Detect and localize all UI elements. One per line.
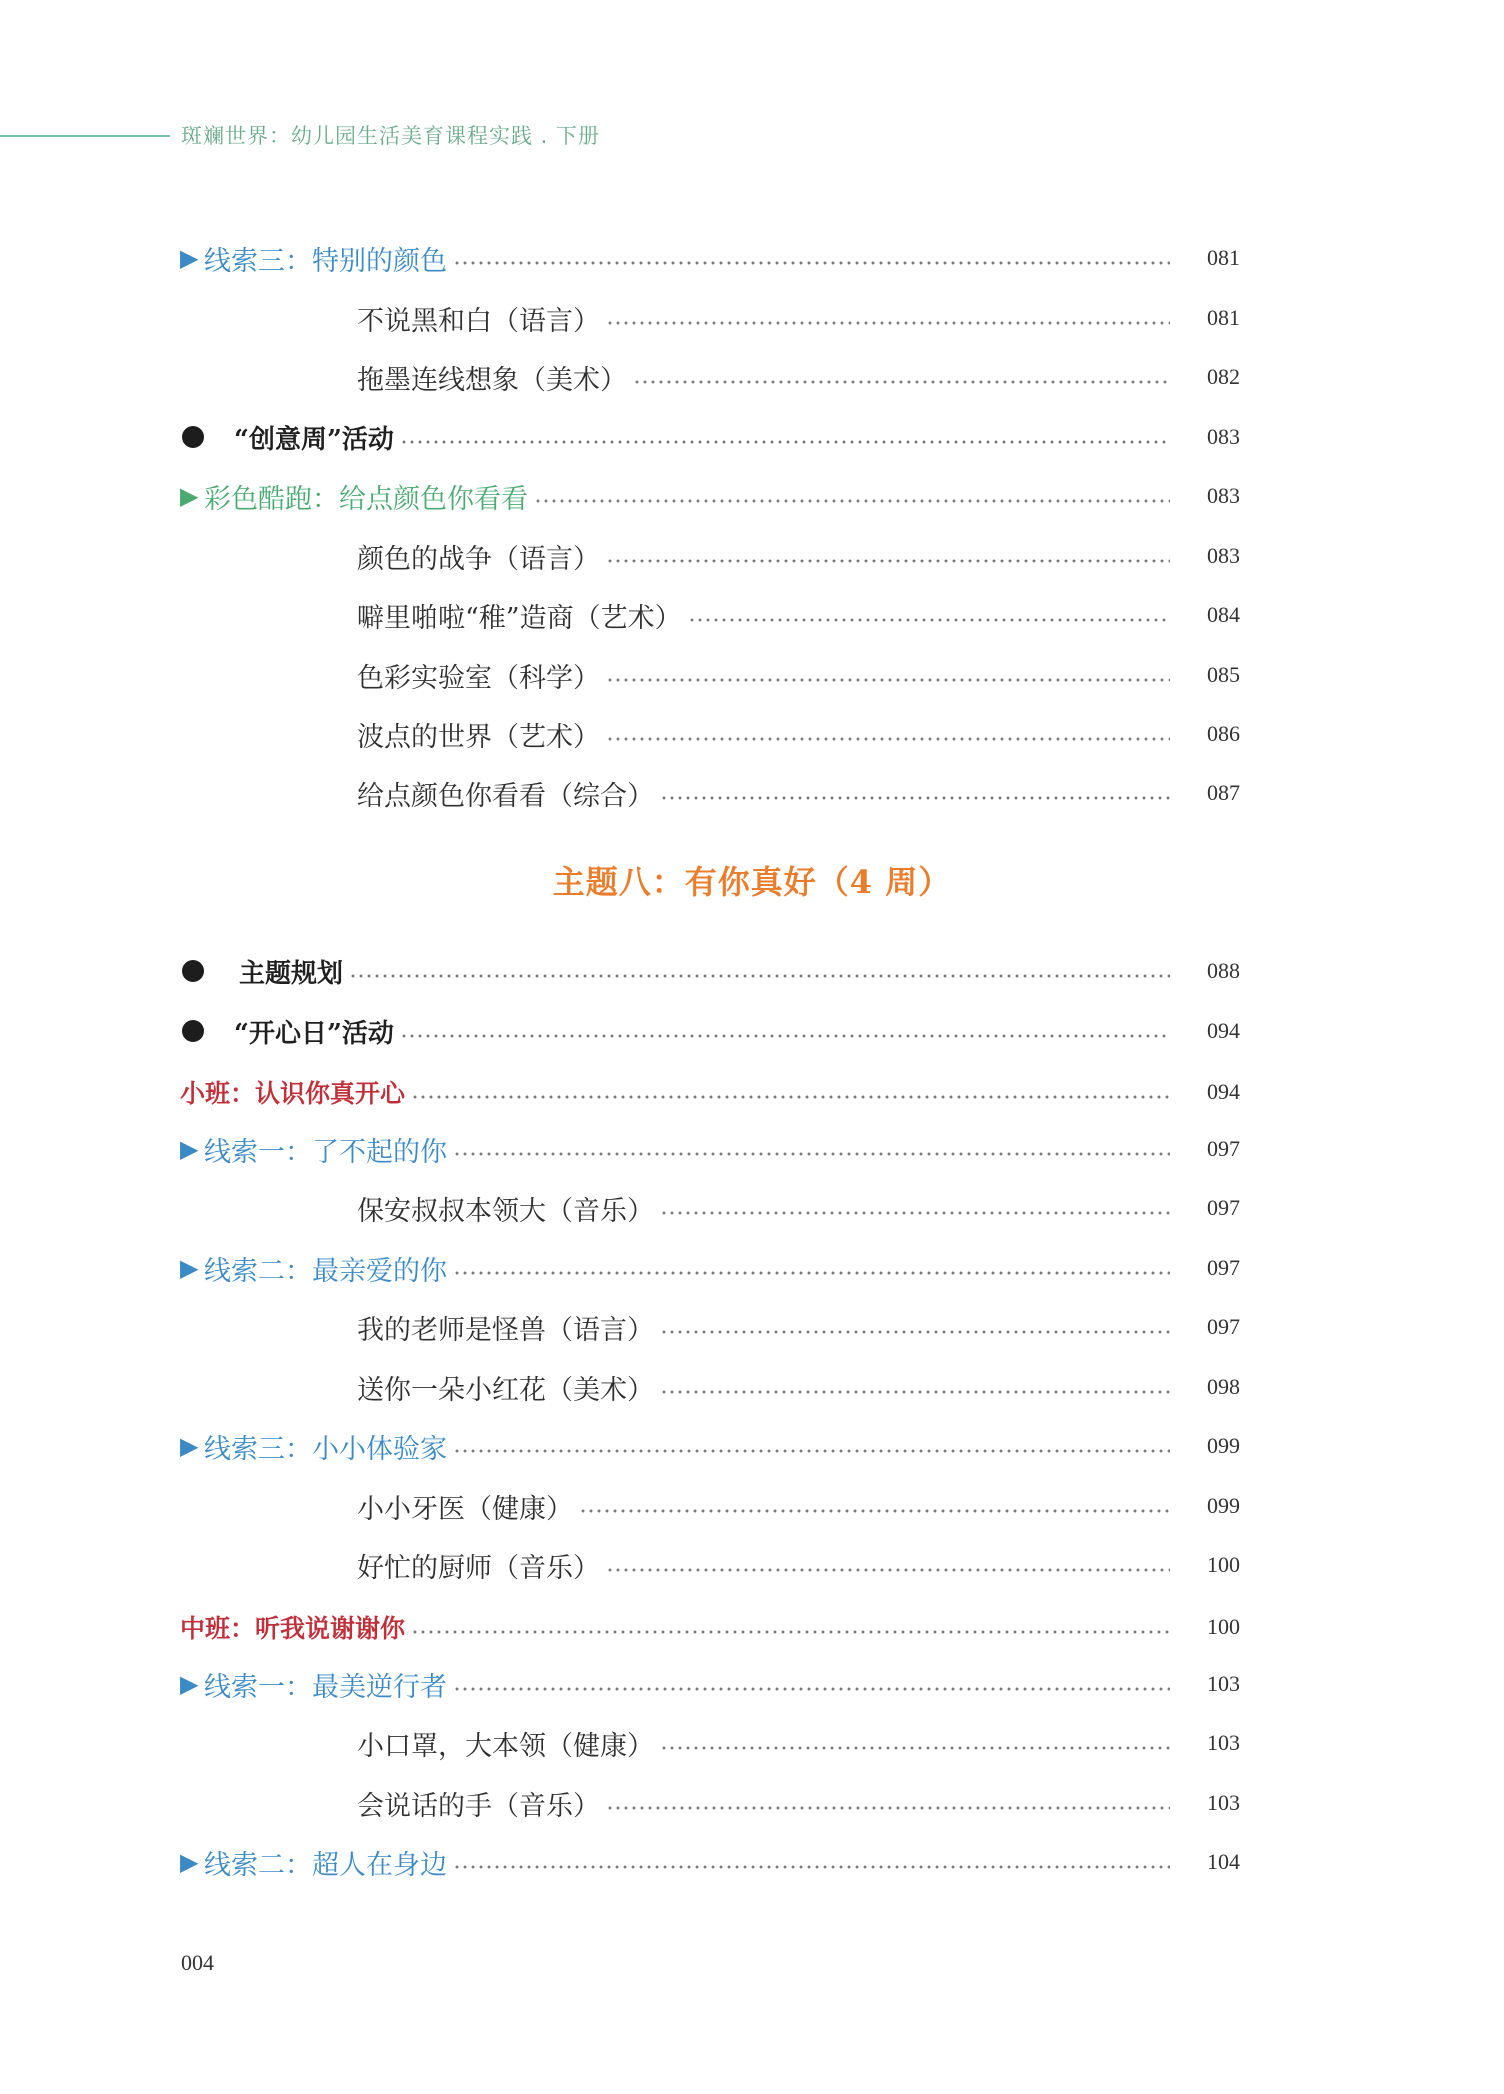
dot-leader [453,1255,1170,1281]
dot-leader [349,958,1170,984]
toc-activity-label: 色彩实验室（科学） [357,662,600,694]
toc-entry[interactable] [180,771,1240,815]
dot-leader [606,721,1170,747]
toc-page-number: 094 [1207,1018,1240,1043]
toc-page-number: 097 [1207,1255,1240,1280]
toc-activity-label: 送你一朵小红花（美术） [357,1374,654,1406]
toc-entry[interactable] [180,474,1240,518]
toc-page-number: 099 [1207,1493,1240,1518]
toc-entry[interactable] [180,1070,1240,1114]
toc-activity-label: 波点的世界（艺术） [357,721,600,753]
toc-class-label: 中班：听我说谢谢你 [180,1614,406,1643]
dot-leader [633,364,1170,390]
dot-leader [453,1433,1170,1459]
toc-activity-label: 给点颜色你看看（综合） [357,780,654,812]
dot-leader [400,424,1170,450]
toc-page-number: 097 [1207,1314,1240,1339]
toc-clue-label: 线索二：超人在身边 [204,1849,447,1881]
triangle-marker-icon: ▶ [180,482,199,510]
toc-activity-label: 保安叔叔本领大（音乐） [357,1195,654,1227]
toc-page-number: 103 [1207,1730,1240,1755]
toc-page-number: 083 [1207,424,1240,449]
toc-activity-label: 颜色的战争（语言） [357,543,600,575]
toc-page-number: 100 [1207,1614,1240,1639]
bullet-dot-icon [182,960,204,982]
toc-page-number: 103 [1207,1790,1240,1815]
toc-page-number: 081 [1207,245,1240,270]
triangle-marker-icon: ▶ [180,1135,199,1163]
toc-entry[interactable] [180,1424,1240,1468]
toc-page-number: 083 [1207,543,1240,568]
dot-leader [660,1730,1170,1756]
toc-entry[interactable] [180,1246,1240,1290]
dot-leader [411,1614,1170,1640]
toc-page-number: 097 [1207,1195,1240,1220]
toc-page-number: 088 [1207,958,1240,983]
toc-page-number: 082 [1207,364,1240,389]
toc-entry[interactable] [180,653,1240,697]
toc-clue-label: 线索二：最亲爱的你 [204,1255,447,1287]
toc-entry[interactable] [180,1543,1240,1587]
dot-leader [606,1790,1170,1816]
triangle-marker-icon: ▶ [180,1432,199,1460]
toc-section-label: “创意周”活动 [234,424,394,455]
toc-page-number: 104 [1207,1849,1240,1874]
toc-entry[interactable] [180,712,1240,756]
dot-leader [579,1493,1170,1519]
dot-leader [411,1079,1170,1105]
toc-activity-label: 好忙的厨师（音乐） [357,1552,600,1584]
toc-entry[interactable] [180,296,1240,340]
toc-entry[interactable] [180,1662,1240,1706]
toc-page-number: 100 [1207,1552,1240,1577]
toc-entry[interactable] [180,534,1240,578]
toc-clue-label: 彩色酷跑：给点颜色你看看 [204,483,528,515]
toc-page-number: 081 [1207,305,1240,330]
toc-entry[interactable] [180,1186,1240,1230]
toc-entry[interactable] [180,1365,1240,1409]
dot-leader [606,662,1170,688]
dot-leader [534,483,1170,509]
toc-activity-label: 我的老师是怪兽（语言） [357,1314,654,1346]
toc-entry[interactable] [180,1484,1240,1528]
toc-entry[interactable] [180,1781,1240,1825]
toc-activity-label: 小小牙医（健康） [357,1493,573,1525]
toc-entry[interactable] [180,593,1240,637]
toc-activity-label: 小口罩，大本领（健康） [357,1730,654,1762]
triangle-marker-icon: ▶ [180,1670,199,1698]
toc-page-number: 085 [1207,662,1240,687]
dot-leader [606,1552,1170,1578]
toc-page-number: 099 [1207,1433,1240,1458]
toc-page-number: 086 [1207,721,1240,746]
bullet-dot-icon [182,426,204,448]
toc-entry[interactable] [180,1605,1240,1649]
toc-activity-label: 会说话的手（音乐） [357,1790,600,1822]
toc-entry[interactable] [180,949,1240,993]
toc-entry[interactable] [180,415,1240,459]
toc-clue-label: 线索三：特别的颜色 [204,245,447,277]
dot-leader [606,543,1170,569]
toc-page-number: 087 [1207,780,1240,805]
toc-entry[interactable] [180,1009,1240,1053]
toc-activity-label: 噼里啪啦“稚”造商（艺术） [357,602,682,634]
toc-page-number: 097 [1207,1136,1240,1161]
triangle-marker-icon: ▶ [180,244,199,272]
toc-clue-label: 线索一：最美逆行者 [204,1671,447,1703]
dot-leader [688,602,1170,628]
footer-page-number: 004 [181,1950,214,1975]
toc-page-number: 083 [1207,483,1240,508]
toc-page-number: 098 [1207,1374,1240,1399]
running-header-title: 斑斓世界：幼儿园生活美育课程实践 . 下册 [181,124,601,148]
toc-entry[interactable] [180,1840,1240,1884]
dot-leader [660,780,1170,806]
toc-entry[interactable] [180,355,1240,399]
dot-leader [453,245,1170,271]
toc-class-label: 小班：认识你真开心 [180,1079,406,1108]
toc-activity-label: 拖墨连线想象（美术） [357,364,627,396]
toc-page-number: 084 [1207,602,1240,627]
toc-section-label: “开心日”活动 [234,1018,394,1049]
toc-activity-label: 不说黑和白（语言） [357,305,600,337]
dot-leader [660,1195,1170,1221]
toc-page-number: 094 [1207,1079,1240,1104]
toc-entry[interactable] [180,1721,1240,1765]
dot-leader [606,305,1170,331]
bullet-dot-icon [182,1020,204,1042]
toc-entry[interactable] [180,1305,1240,1349]
toc-entry[interactable] [180,236,1240,280]
toc-clue-label: 线索三：小小体验家 [204,1433,447,1465]
dot-leader [453,1849,1170,1875]
toc-clue-label: 线索一：了不起的你 [204,1136,447,1168]
toc-page-number: 103 [1207,1671,1240,1696]
dot-leader [453,1671,1170,1697]
dot-leader [453,1136,1170,1162]
toc-section-label: 主题规划 [239,958,344,989]
dot-leader [400,1018,1170,1044]
triangle-marker-icon: ▶ [180,1254,199,1282]
toc-entry[interactable] [180,1127,1240,1171]
dot-leader [660,1314,1170,1340]
theme-heading: 主题八：有你真好（4 周） [552,863,952,901]
triangle-marker-icon: ▶ [180,1848,199,1876]
dot-leader [660,1374,1170,1400]
